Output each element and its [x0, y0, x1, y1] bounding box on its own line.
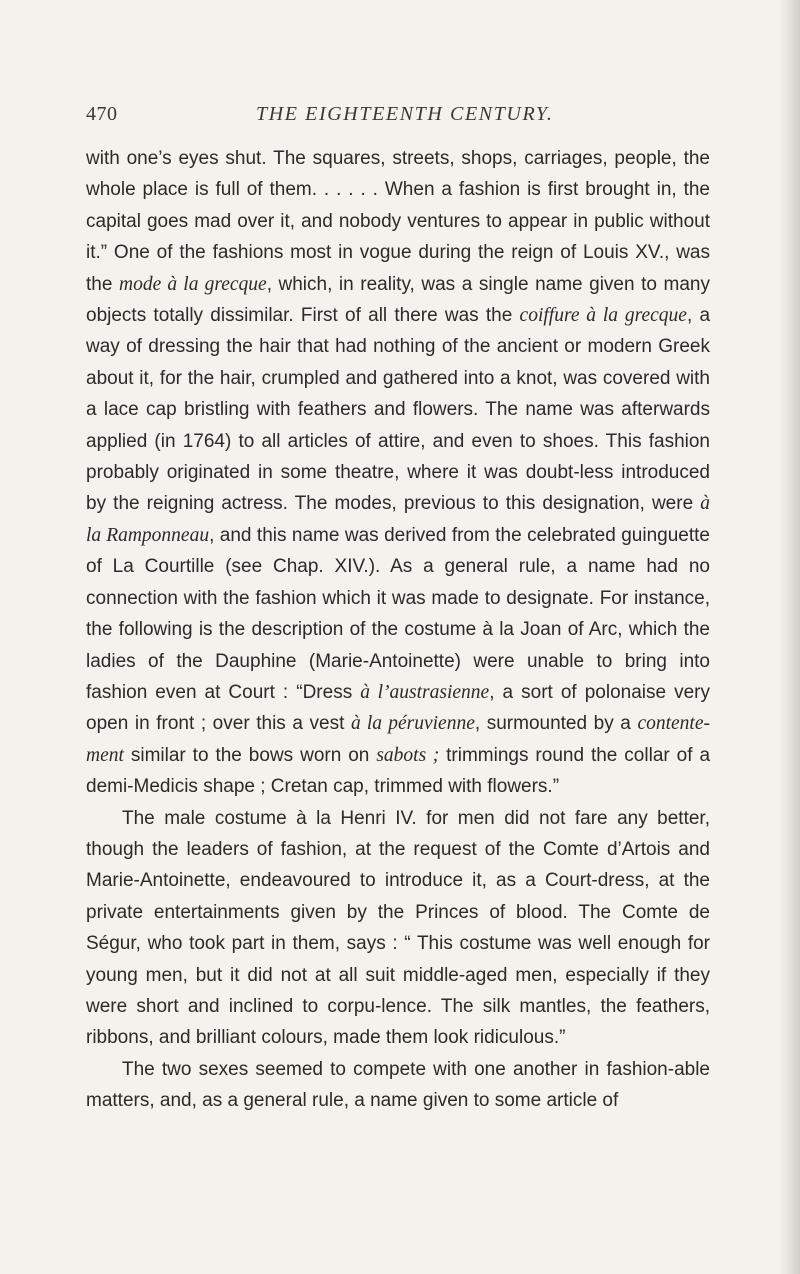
italic-term: à l’austrasienne — [360, 681, 490, 703]
running-head — [0, 103, 800, 133]
italic-term: à la péruvienne — [350, 713, 475, 735]
text-segment: , a way of dressing the hair that had nothing of the ancient or modern Greek about it, for the hair, crumpled and gathered into a knot, was covered with a lace cap bristling with feathers and flowers. The name was afterwards applied (in 1764) to all articles of attire, and even to shoes. This fashion probably originated in some theatre, where it was doubt-less introduced by the reigning actress. The modes, previous to this designation, were — [86, 305, 711, 515]
page-number: 470 — [86, 103, 118, 125]
text-segment: with one’s eyes shut. The squares, streets, shops, carriages, people, the whole place is full of them. . . . . . When a fashion is first brought in, the capital goes mad over it, and nobody ventures to appear in public without it.” One of the fashions most in vogue during the reign of Louis XV., was the — [86, 148, 710, 295]
text-segment: trimmings round the collar of a demi-Medicis shape ; Cretan cap, trimmed with flowers.” — [86, 744, 711, 798]
italic-term: à la Ramponneau — [86, 493, 710, 546]
italic-term: sabots ; — [376, 744, 440, 766]
paragraph-1 — [86, 143, 710, 803]
text-segment: , which, in reality, was a single name given to many objects totally dissimilar. First of all there was the — [86, 273, 710, 327]
paragraph-2 — [86, 803, 710, 1054]
running-title: THE EIGHTEENTH CENTURY. — [256, 103, 554, 125]
italic-term: mode à la grecque — [118, 273, 267, 295]
text-segment: The two sexes seemed to compete with one another in fashion-able matters, and, as a general rule, a name given to some article of — [86, 1058, 710, 1112]
text-segment: similar to the bows worn on — [123, 744, 377, 766]
text-segment: The male costume à la Henri IV. for men did not fare any better, though the leaders of fashion, at the request of the Comte d’Artois and Marie-Antoinette, endeavoured to introduce it, as a Court-dress, at the private entertainments given by the Princes of blood. The Comte de Ségur, who took part in them, says : “ This costume was well enough for young men, but it did not at all suit middle-aged men, especially if they were short and inclined to corpu-lence. The silk mantles, the feathers, ribbons, and brilliant colours, made them look ridiculous.” — [86, 807, 710, 1049]
italic-term: contente-ment — [86, 713, 710, 766]
italic-term: coiffure à la grecque — [519, 305, 687, 327]
text-segment: , surmounted by a — [474, 713, 638, 735]
text-segment: , and this name was derived from the celebrated guinguette of La Courtille (see Chap. XIV.). As a general rule, a name had no connection with the fashion which it was made to designate. For instance, the following is the description of the costume à la Joan of Arc, which the ladies of the Dauphine (Marie-Antoinette) were unable to bring into fashion even at Court : “Dress — [86, 524, 710, 703]
body-text — [86, 143, 710, 1117]
text-segment: , a sort of polonaise very open in front ; over this a vest — [86, 681, 711, 735]
page-edge-shadow — [778, 0, 800, 1274]
paragraph-3 — [86, 1054, 710, 1117]
